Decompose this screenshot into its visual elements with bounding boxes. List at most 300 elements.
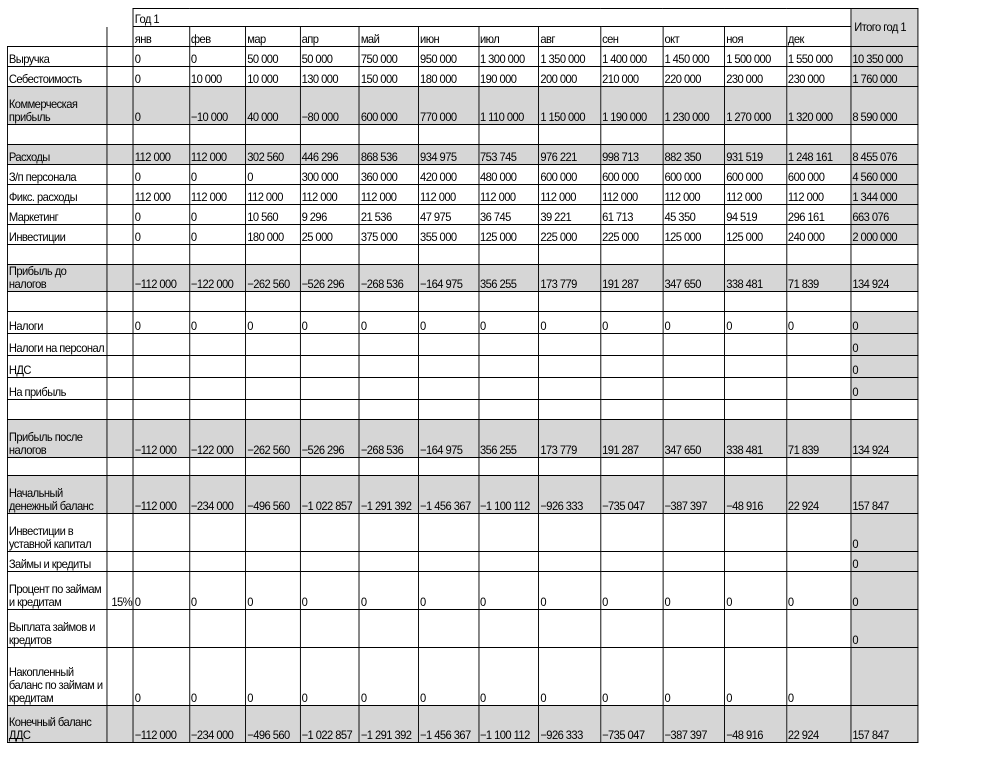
empty-cell [246,125,300,145]
value-cell: 50 000 [300,47,359,67]
value-cell: −1 291 392 [359,476,418,514]
value-cell: 338 481 [725,420,787,458]
row-label: Налоги на персонал [7,334,106,356]
rate-cell [107,265,134,292]
empty-cell [787,458,851,476]
empty-cell [851,292,918,312]
total-cell: 1 760 000 [851,67,918,87]
empty-cell [246,292,300,312]
value-cell [359,552,418,572]
value-cell: 0 [479,648,539,706]
row-label: Выплата займов и кредитов [7,610,106,648]
empty-cell [419,245,479,265]
table-row [7,476,917,514]
empty-cell [246,400,300,420]
value-cell [787,334,851,356]
value-cell: 0 [133,67,189,87]
row-label: НДС [7,356,106,378]
value-cell: 10 000 [246,67,300,87]
value-cell: −1 100 112 [479,476,539,514]
total-cell: 157 847 [851,706,918,743]
value-cell: 36 745 [479,205,539,225]
value-cell: 0 [725,312,787,334]
value-cell: 420 000 [419,165,479,185]
table-row [7,265,917,292]
value-cell: 1 248 161 [787,145,851,165]
value-cell [359,514,418,552]
value-cell: 191 287 [601,420,663,458]
value-cell: 1 320 000 [787,87,851,125]
value-cell [300,356,359,378]
rate-cell [107,476,134,514]
value-cell: −164 975 [419,420,479,458]
rate-cell [107,87,134,125]
empty-cell [419,292,479,312]
value-cell: −1 456 367 [419,706,479,743]
value-cell: −112 000 [133,706,189,743]
rate-cell [107,648,134,706]
value-cell: 0 [246,572,300,610]
value-cell [539,378,601,400]
row-label: Займы и кредиты [7,552,106,572]
month-header-3: апр [300,27,359,47]
row-label: На прибыль [7,378,106,400]
empty-cell [246,245,300,265]
total-cell: 0 [851,312,918,334]
value-cell: 39 221 [539,205,601,225]
empty-cell [107,400,134,420]
value-cell: 0 [190,572,246,610]
total-cell: 8 455 076 [851,145,918,165]
empty-cell [133,400,189,420]
value-cell: 0 [725,572,787,610]
value-cell: 934 975 [419,145,479,165]
empty-cell [725,125,787,145]
value-cell: 356 255 [479,420,539,458]
month-header-2: мар [246,27,300,47]
value-cell [479,356,539,378]
value-cell: −526 296 [300,265,359,292]
empty-cell [419,125,479,145]
year-label: Год 1 [133,9,851,27]
month-header-1: фев [190,27,246,47]
value-cell: 112 000 [601,185,663,205]
year-header-row [7,9,917,27]
value-cell: 356 255 [479,265,539,292]
rate-cell [107,67,134,87]
value-cell: 210 000 [601,67,663,87]
value-cell [419,378,479,400]
empty-cell [7,125,106,145]
value-cell: 0 [359,572,418,610]
value-cell: −1 456 367 [419,476,479,514]
month-header-10: ноя [725,27,787,47]
value-cell: 0 [133,205,189,225]
value-cell: 1 150 000 [539,87,601,125]
value-cell [246,610,300,648]
value-cell [663,514,725,552]
value-cell: −926 333 [539,706,601,743]
total-column-header: Итого год 1 [851,9,918,47]
value-cell: 0 [359,312,418,334]
empty-cell [133,292,189,312]
empty-cell [601,458,663,476]
value-cell [300,552,359,572]
empty-cell [539,458,601,476]
spacer-row [7,245,917,265]
value-cell [133,610,189,648]
empty-cell [133,125,189,145]
month-header-0: янв [133,27,189,47]
empty-cell [107,292,134,312]
table-row [7,648,917,706]
rate-cell [107,225,134,245]
value-cell [787,356,851,378]
value-cell: 1 550 000 [787,47,851,67]
value-cell: 446 296 [300,145,359,165]
value-cell [539,552,601,572]
table-row [7,87,917,125]
value-cell: 125 000 [663,225,725,245]
value-cell: 150 000 [359,67,418,87]
total-cell: 0 [851,572,918,610]
value-cell: −112 000 [133,265,189,292]
spacer-row [7,458,917,476]
month-header-7: авг [539,27,601,47]
empty-cell [7,458,106,476]
table-row [7,312,917,334]
value-cell: −926 333 [539,476,601,514]
value-cell: 0 [787,312,851,334]
rate-cell [107,205,134,225]
value-cell: 50 000 [246,47,300,67]
value-cell: 600 000 [601,165,663,185]
value-cell [133,334,189,356]
row-label: Инвестиции в уставной капитал [7,514,106,552]
empty-cell [663,292,725,312]
value-cell: 112 000 [787,185,851,205]
empty-cell [359,125,418,145]
value-cell: 0 [601,648,663,706]
value-cell [359,334,418,356]
empty-cell [601,125,663,145]
empty-cell [663,400,725,420]
value-cell: 347 650 [663,265,725,292]
total-cell: 157 847 [851,476,918,514]
empty-cell [359,245,418,265]
value-cell: 94 519 [725,205,787,225]
value-cell: 71 839 [787,420,851,458]
table-row [7,185,917,205]
empty-cell [7,400,106,420]
value-cell [300,610,359,648]
row-label: Налоги [7,312,106,334]
total-cell: 2 000 000 [851,225,918,245]
rate-cell [107,356,134,378]
rate-cell [107,165,134,185]
value-cell: −1 022 857 [300,476,359,514]
value-cell: 0 [419,312,479,334]
value-cell [419,610,479,648]
value-cell [419,334,479,356]
value-cell [601,610,663,648]
row-label: Коммерческая прибыль [7,87,106,125]
value-cell: 600 000 [359,87,418,125]
rate-cell [107,145,134,165]
value-cell: 0 [300,312,359,334]
value-cell: −112 000 [133,476,189,514]
empty-cell [663,245,725,265]
value-cell: 1 230 000 [663,87,725,125]
value-cell [539,356,601,378]
value-cell: 71 839 [787,265,851,292]
empty-cell [479,458,539,476]
total-cell: 0 [851,356,918,378]
value-cell: −10 000 [190,87,246,125]
value-cell: 1 400 000 [601,47,663,67]
value-cell [601,514,663,552]
value-cell: −387 397 [663,706,725,743]
value-cell: −122 000 [190,265,246,292]
value-cell: 0 [479,312,539,334]
value-cell: 40 000 [246,87,300,125]
row-label: Себестоимость [7,67,106,87]
value-cell: 300 000 [300,165,359,185]
value-cell: 976 221 [539,145,601,165]
value-cell: 0 [133,572,189,610]
value-cell: 360 000 [359,165,418,185]
value-cell [725,356,787,378]
rate-cell [107,47,134,67]
value-cell [359,610,418,648]
value-cell [133,552,189,572]
value-cell: 0 [359,648,418,706]
corner-cell [7,9,106,27]
value-cell: 130 000 [300,67,359,87]
value-cell: 868 536 [359,145,418,165]
rate-cell [107,552,134,572]
value-cell: 0 [133,47,189,67]
row-label: Расходы [7,145,106,165]
empty-cell [190,400,246,420]
empty-cell [359,458,418,476]
value-cell: 750 000 [359,47,418,67]
value-cell: 0 [539,572,601,610]
row-label: Процент по займам и кредитам [7,572,106,610]
empty-cell [359,292,418,312]
value-cell: 347 650 [663,420,725,458]
empty-cell [190,458,246,476]
empty-cell [851,125,918,145]
value-cell: −387 397 [663,476,725,514]
value-cell [419,356,479,378]
value-cell: 1 450 000 [663,47,725,67]
empty-cell [479,292,539,312]
value-cell: −112 000 [133,420,189,458]
empty-cell [419,400,479,420]
empty-cell [787,245,851,265]
month-header-9: окт [663,27,725,47]
row-label: Прибыль после налогов [7,420,106,458]
value-cell: 0 [601,572,663,610]
value-cell: 1 500 000 [725,47,787,67]
value-cell [725,378,787,400]
value-cell: 0 [190,225,246,245]
value-cell: 112 000 [133,185,189,205]
empty-cell [107,245,134,265]
value-cell: 0 [190,648,246,706]
empty-cell [725,245,787,265]
value-cell: 190 000 [479,67,539,87]
value-cell: 225 000 [601,225,663,245]
value-cell [725,610,787,648]
value-cell [300,514,359,552]
spacer-row [7,125,917,145]
value-cell: 1 300 000 [479,47,539,67]
value-cell: 0 [539,648,601,706]
value-cell [133,378,189,400]
value-cell: 0 [787,648,851,706]
total-cell: 1 344 000 [851,185,918,205]
value-cell: 0 [787,572,851,610]
value-cell: 882 350 [663,145,725,165]
value-cell: 61 713 [601,205,663,225]
total-cell: 0 [851,514,918,552]
value-cell [787,610,851,648]
table-row [7,356,917,378]
value-cell: 355 000 [419,225,479,245]
value-cell: −1 100 112 [479,706,539,743]
empty-cell [359,400,418,420]
value-cell: 173 779 [539,420,601,458]
value-cell [246,334,300,356]
value-cell: −268 536 [359,420,418,458]
empty-cell [787,400,851,420]
total-cell: 8 590 000 [851,87,918,125]
value-cell: −164 975 [419,265,479,292]
value-cell [663,334,725,356]
total-cell: 0 [851,378,918,400]
value-cell [601,356,663,378]
value-cell: 0 [601,312,663,334]
rate-cell [107,420,134,458]
value-cell: 25 000 [300,225,359,245]
empty-cell [107,125,134,145]
spacer-row [7,400,917,420]
value-cell [787,514,851,552]
value-cell: 770 000 [419,87,479,125]
empty-cell [246,458,300,476]
empty-cell [725,458,787,476]
value-cell [419,552,479,572]
empty-cell [663,458,725,476]
value-cell: 480 000 [479,165,539,185]
empty-cell [601,292,663,312]
value-cell [133,356,189,378]
table-row [7,67,917,87]
month-header-row [7,27,917,47]
empty-cell [725,400,787,420]
value-cell: 125 000 [479,225,539,245]
value-cell: −234 000 [190,706,246,743]
table-row [7,552,917,572]
value-cell: −122 000 [190,420,246,458]
row-label: Фикс. расходы [7,185,106,205]
empty-cell [133,245,189,265]
value-cell [479,514,539,552]
rate-cell [107,378,134,400]
value-cell: 1 110 000 [479,87,539,125]
value-cell: 0 [246,312,300,334]
empty-cell [300,400,359,420]
value-cell: 931 519 [725,145,787,165]
spacer-row [7,292,917,312]
value-cell: −1 291 392 [359,706,418,743]
value-cell: 230 000 [725,67,787,87]
row-label: Начальный денежный баланс [7,476,106,514]
empty-cell [601,400,663,420]
value-cell [479,610,539,648]
value-cell: −735 047 [601,706,663,743]
value-cell: 0 [725,648,787,706]
value-cell [300,334,359,356]
value-cell [190,610,246,648]
empty-cell [190,292,246,312]
value-cell: 0 [133,165,189,185]
empty-cell [7,292,106,312]
value-cell: 0 [663,312,725,334]
empty-cell [725,292,787,312]
empty-cell [851,245,918,265]
value-cell [601,552,663,572]
total-cell: 10 350 000 [851,47,918,67]
value-cell: −268 536 [359,265,418,292]
value-cell [663,552,725,572]
value-cell: 0 [539,312,601,334]
value-cell [539,514,601,552]
value-cell [246,356,300,378]
value-cell: 1 190 000 [601,87,663,125]
value-cell: 0 [300,648,359,706]
total-cell: 134 924 [851,265,918,292]
empty-cell [479,400,539,420]
value-cell: 45 350 [663,205,725,225]
month-header-6: июл [479,27,539,47]
table-row [7,334,917,356]
value-cell: 1 350 000 [539,47,601,67]
corner-cell [107,9,134,27]
value-cell [359,378,418,400]
value-cell: 302 560 [246,145,300,165]
value-cell: 375 000 [359,225,418,245]
table-row [7,514,917,552]
row-label: Накопленный баланс по займам и кредитам [7,648,106,706]
empty-cell [190,125,246,145]
corner-cell [107,27,134,47]
value-cell: 0 [479,572,539,610]
value-cell: 112 000 [359,185,418,205]
total-cell [851,648,918,706]
table-row [7,165,917,185]
value-cell: 10 560 [246,205,300,225]
value-cell: 0 [133,87,189,125]
table-row [7,225,917,245]
value-cell [787,552,851,572]
value-cell: 0 [246,165,300,185]
value-cell: −526 296 [300,420,359,458]
value-cell: 180 000 [246,225,300,245]
table-row [7,572,917,610]
